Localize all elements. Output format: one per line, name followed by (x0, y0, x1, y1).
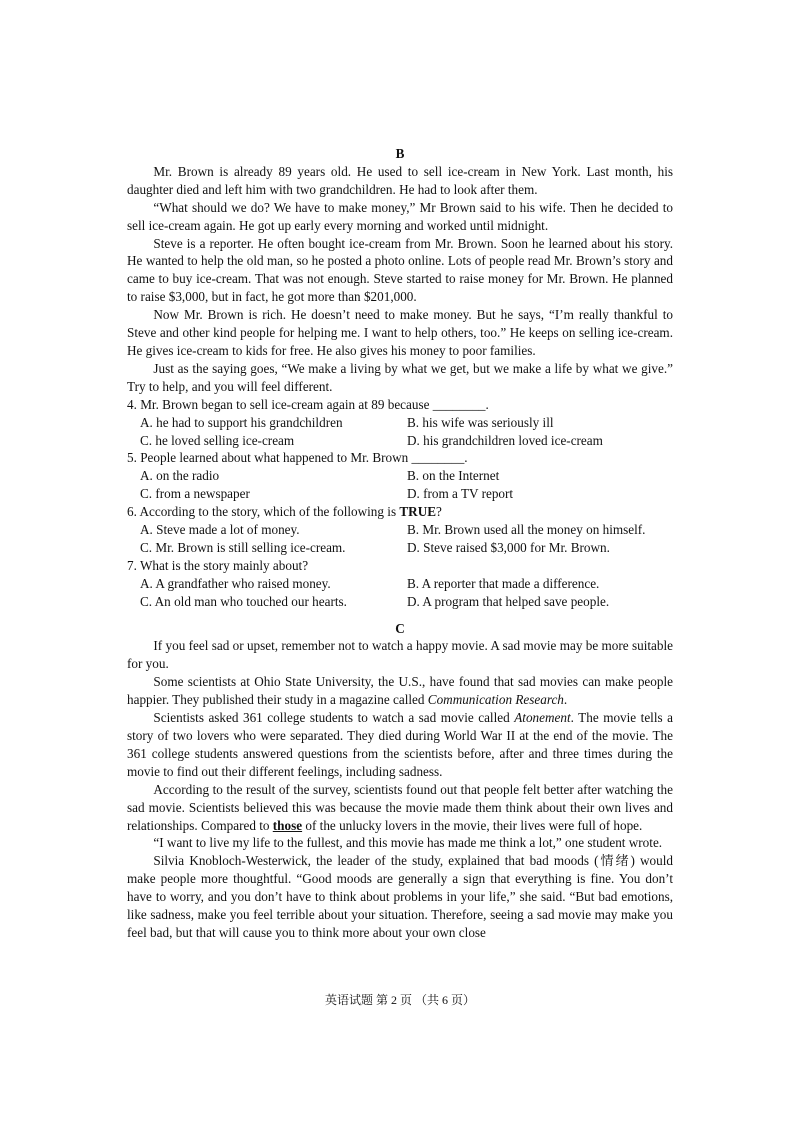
option-b: B. on the Internet (407, 468, 500, 484)
underlined-word: those (272, 817, 303, 833)
paragraph-text-end: of the unlucky lovers in the movie, their lives were full of hope. (302, 817, 643, 833)
question-7-stem: 7. What is the story mainly about? (127, 557, 309, 573)
option-b: B. A reporter that made a difference. (407, 575, 600, 591)
page-footer: 英语试题 第 2 页 （共 6 页） (324, 993, 475, 1007)
question-5-stem: 5. People learned about what happened to Mr. Brown ________. (127, 450, 468, 466)
option-b: B. Mr. Brown used all the money on himself. (407, 522, 646, 538)
paragraph-text: According to the result of the survey, scientists found out that people felt better after watching the sad movie. Scientists believed this was because the movie made them think about their own lives and relationships. Compared to (127, 781, 673, 833)
option-a: A. A grandfather who raised money. (140, 575, 331, 591)
question-6-options (127, 521, 673, 557)
question-6-stem (127, 503, 673, 521)
paragraph-text-end: . (563, 692, 568, 708)
paragraph-text: Some scientists at Ohio State University, the U.S., have found that sad movies can make people happier. They published their study in a magazine called (127, 674, 673, 708)
option-b: B. his wife was seriously ill (407, 414, 554, 430)
magazine-title: Communication Research (427, 692, 564, 708)
option-c: C. he loved selling ice-cream (140, 432, 295, 448)
paragraph (127, 781, 673, 835)
option-c: C. An old man who touched our hearts. (140, 593, 347, 609)
option-c: C. from a newspaper (140, 486, 250, 502)
option-c: C. Mr. Brown is still selling ice-cream. (140, 539, 346, 555)
paragraph: Mr. Brown is already 89 years old. He used to sell ice-cream in New York. Last month, his daughter died and left him with two grandchildren. He had to look after them. (127, 163, 673, 197)
paragraph: “I want to live my life to the fullest, and this movie has made me think a lot,” one student wrote. (153, 835, 663, 851)
section-c-heading: C (395, 620, 405, 636)
question-5-options (127, 467, 673, 503)
option-d: D. Steve raised $3,000 for Mr. Brown. (407, 539, 610, 555)
option-a: A. on the radio (140, 468, 220, 484)
question-4-options (127, 414, 673, 450)
paragraph: Steve is a reporter. He often bought ice-cream from Mr. Brown. Soon he learned about his story. He wanted to help the old man, so he posted a photo online. Lots of people read Mr. Brown’s story and came to buy ice-cream. That was not enough. Steve started to raise money for Mr. Brown. He planned to raise $3,000, but in fact, he got more than $201,000. (127, 235, 673, 305)
paragraph-text-end: . The movie tells a story of two lovers who were separated. They died during World War II at the end of the movie. The 361 college students answered questions from the scientists before, after and three times during the movie to find out their different feelings, including sadness. (127, 710, 673, 779)
question-4-stem: 4. Mr. Brown began to sell ice-cream again at 89 because ________. (127, 396, 489, 412)
paragraph: Silvia Knobloch-Westerwick, the leader of the study, explained that bad moods (情绪) would make people more thoughtful. “Good moods are generally a sign that everything is fine. You don’t have to worry, and you don’t have to think about problems in your life,” she said. “But bad emotions, like sadness, make you feel terrible about your situation. Therefore, seeing a sad movie may make you feel bad, but that will cause you to think more about your own close (127, 853, 673, 940)
paragraph-text: Scientists asked 361 college students to watch a sad movie called (153, 710, 515, 726)
paragraph (127, 673, 673, 709)
option-d: D. A program that helped save people. (407, 593, 610, 609)
option-d: D. from a TV report (407, 486, 514, 502)
movie-title: Atonement (514, 710, 571, 726)
paragraph (127, 709, 673, 781)
section-b-heading: B (395, 146, 405, 161)
paragraph: Just as the saying goes, “We make a living by what we get, but we make a life by what we give.” Try to help, and you will feel different. (127, 360, 673, 394)
paragraph: If you feel sad or upset, remember not to watch a happy movie. A sad movie may be more suitable for you. (127, 638, 673, 672)
paragraph: Now Mr. Brown is rich. He doesn’t need to make money. But he says, “I’m really thankful to Steve and other kind people for helping me. I want to help others, too.” He keeps on selling ice-cream. He gives ice-cream to kids for free. He also gives his money to poor families. (127, 307, 673, 358)
question-6-stem-end: ? (436, 504, 442, 520)
question-6-emphasis: TRUE (399, 504, 437, 520)
question-6-stem-text: 6. According to the story, which of the following is (127, 504, 400, 520)
option-d: D. his grandchildren loved ice-cream (407, 432, 603, 448)
option-a: A. Steve made a lot of money. (140, 522, 300, 538)
question-7-options (127, 575, 673, 611)
paragraph: “What should we do? We have to make money,” Mr Brown said to his wife. Then he decided to sell ice-cream again. He got up early every morning and worked until midnight. (127, 199, 673, 233)
exam-page (127, 145, 673, 942)
option-a: A. he had to support his grandchildren (140, 414, 343, 430)
